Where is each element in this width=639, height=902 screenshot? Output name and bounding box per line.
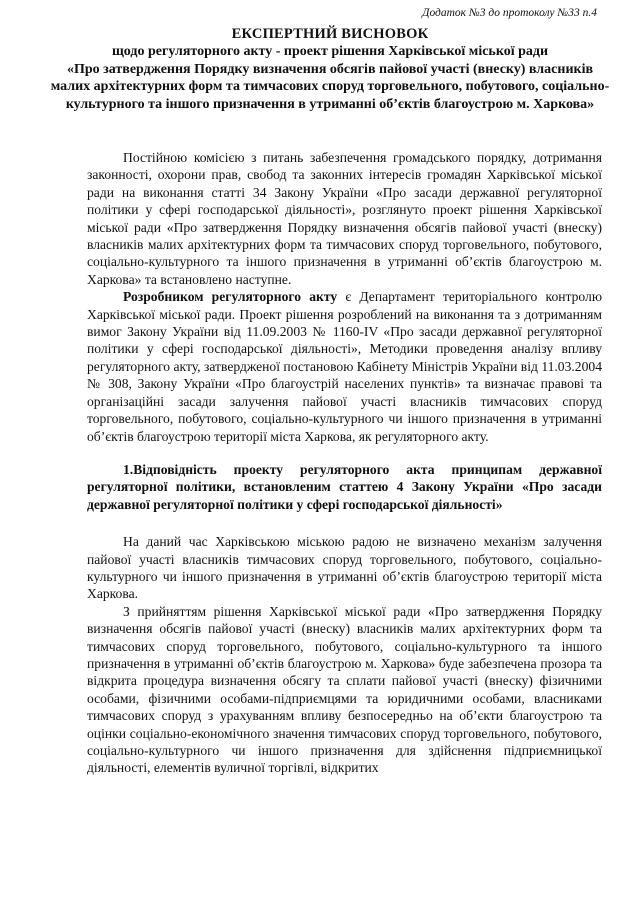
paragraph-commission-review: Постійною комісією з питань забезпечення громадського порядку, дотримання законності, охорони прав, свобод та законних інтересів громадян Харківської міської ради на виконання статті 34 Закону України «Про засади державної регуляторної політики у сфері господарської діяльності», розглянуто проект рішення Харківської міської ради «Про затвердження Порядку визначення обсягів пайової участі (внеску) власників малих архітектурних форм та тимчасових споруд торговельного, побутового, соціально-культурного та іншого призначення в утриманні об’єктів благоустрою м. Харкова» та встановлено наступне. xyxy=(87,150,602,287)
document-subtitle-line-1: щодо регуляторного акту - проект рішення Харківської міської ради xyxy=(111,44,549,60)
paragraph-expected-outcome: З прийняттям рішення Харківської міської ради «Про затвердження Порядку визначення обсягів пайової участі (внеску) власників малих архітектурних форм та тимчасових споруд торговельного, побутового, соціально-культурного та іншого призначення в утриманні об’єктів благоустрою м. Харкова» буде забезпечена прозора та відкрита процедура визначення обсягу та сплати пайової участі (внеску) фізичними особами, фізичними особами-підприємцями та юридичними особами, власниками тимчасових споруд з урахуванням впливу безпосередньо на об’єкти благоустрою та оцінки соціально-економічного значення тимчасових споруд торговельного, побутового, соціально-культурного чи іншого призначення для здійснення підприємницької діяльності, елементів вуличної торгівлі, відкритих xyxy=(87,603,602,776)
developer-text: є Департамент територіального контролю Харківської міської ради. Проект рішення розроблений на виконання та з дотриманням вимог Закону України від 11.09.2003 № 1160-IV «Про засади державної регуляторної політики у сфері господарської діяльності», Методики проведення аналізу впливу регуляторного акту, затвердженої постановою Кабінету Міністрів України від 11.03.2004 № 308, Закону України «Про благоустрій населених пунктів» та визначає правові та організаційні засади залучення пайової участі власників тимчасових споруд торговельного, побутового, соціально-культурного чи іншого призначення в утриманні об’єктів благоустрою території міста Харкова, як регуляторного акту. xyxy=(87,289,602,444)
paragraph-current-state: На даний час Харківською міською радою не визначено механізм залучення пайової участі власників тимчасових споруд торговельного, побутового, соціально-культурного чи іншого призначення в утриманні об’єктів благоустрою території міста Харкова. xyxy=(87,534,602,602)
document-subtitle-line-2: «Про затвердження Порядку визначення обсягів пайової участі (внеску) власників малих архітектурних форм та тимчасових споруд торговельного, побутового, соціально-культурного та іншого призначення в утриманні об’єктів благоустрою м. Харкова» xyxy=(50,61,610,112)
annex-reference: Додаток №3 до протоколу №33 п.4 xyxy=(422,7,597,19)
section-1-heading: 1.Відповідність проекту регуляторного акта принципам державної регуляторної політики, встановленим статтею 4 Закону України «Про засади державної регуляторної політики у сфері господарської діяльності» xyxy=(87,461,602,512)
document-body xyxy=(87,149,602,777)
document-header xyxy=(50,26,610,113)
paragraph-developer xyxy=(87,288,602,445)
document-title: ЕКСПЕРТНИЙ ВИСНОВОК xyxy=(231,26,429,42)
developer-label: Розробником регуляторного акту xyxy=(123,289,338,305)
